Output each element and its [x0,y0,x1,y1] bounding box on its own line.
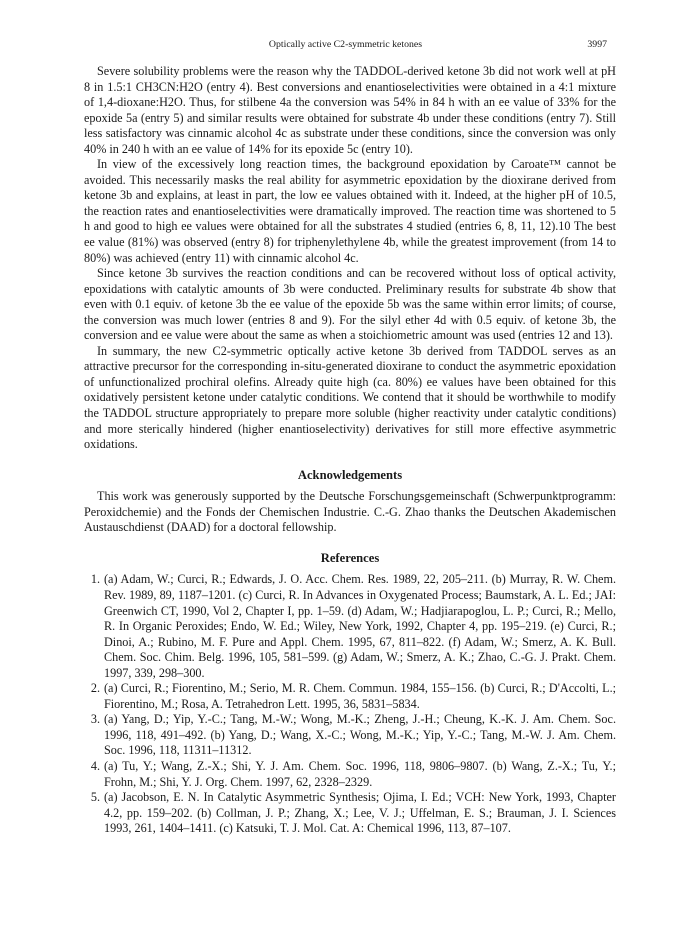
reference-item [84,681,616,712]
reference-item [84,759,616,790]
paragraph-solubility: Severe solubility problems were the reason why the TADDOL-derived ketone 3b did not work well at pH 8 in 1.5:1 CH3CN:H2O (entry 4). Best conversions and enantioselectivities were obtained in a 4:1 mixture of 1,4-dioxane:H2O. Thus, for stilbene 4a the conversion was 54% in 84 h with an ee value of 33% for the epoxide 5a (entry 5) and similar results were obtained for substrate 4b under these conditions (entry 7). Still less satisfactory was cinnamic alcohol 4c as substrate under these conditions, since the conversion was only 40% in 240 h with an ee value of 14% for its epoxide 5c (entry 10). [84,64,616,156]
acknowledgements-heading: Acknowledgements [297,467,403,482]
reference-number: 3. [90,712,100,727]
reference-text: (a) Tu, Y.; Wang, Z.-X.; Shi, Y. J. Am. Chem. Soc. 1996, 118, 9806–9807. (b) Wang, Z.-X.; Tu, Y.; Frohn, M.; Shi, Y. J. Org. Chem. 1997, 62, 2328–2329. [104,758,616,789]
reference-item [84,790,616,837]
reference-text: (a) Curci, R.; Fiorentino, M.; Serio, M. R. Chem. Commun. 1984, 155–156. (b) Curci, R.; D'Accolti, L.; Fiorentino, M.; Rosa, A. Tetrahedron Lett. 1995, 36, 5831–5834. [104,681,616,711]
running-title: Optically active C2-symmetric ketones [268,39,423,50]
reference-text: (a) Adam, W.; Curci, R.; Edwards, J. O. Acc. Chem. Res. 1989, 22, 205–211. (b) Murray, R. W. Chem. Rev. 1989, 89, 1187–1201. (c) Curci, R. In Advances in Oxygenated Process; Baumstark, A. L. Ed.; JAI: Greenwich CT, 1990, Vol 2, Chapter I, pp. 1–59. (d) Adam, W.; Hadjiarapoglou, L. P.; Curci, R.; Mello, R. In Organic Peroxides; Endo, W. Ed.; Wiley, New York, 1992, Chapter 4, pp. 195–219. (e) Curci, R.; Dinoi, A.; Rubino, M. F. Pure and Appl. Chem. 1995, 67, 811–822. (f) Adam, W.; Smerz, A. K. Bull. Chem. Soc. Chim. Belg. 1996, 105, 581–599. (g) Adam, W.; Smerz, A. K.; Zhao, C.-G. J. Prakt. Chem. 1997, 339, 298–300. [104,572,616,680]
reference-text: (a) Jacobson, E. N. In Catalytic Asymmetric Synthesis; Ojima, I. Ed.; VCH: New York, 1993, Chapter 4.2, pp. 159–202. (b) Collman, J. P.; Zhang, X.; Lee, V. J.; Uffelman, E. S.; Brauman, J. I. Sciences 1993, 261, 1404–1411. (c) Katsuki, T. J. Mol. Cat. A: Chemical 1996, 113, 87–107. [104,790,616,836]
reference-number: 1. [90,572,100,587]
running-header [84,39,607,53]
reference-list [84,572,616,836]
paragraph-summary: In summary, the new C2-symmetric optically active ketone 3b derived from TADDOL serves as an attractive precursor for the corresponding in-situ-generated dioxirane to conduct the asymmetric epoxidation of unfunctionalized prochiral olefins. Already quite high (ca. 80%) ee values have been obtained for this oxidatively persistent ketone under catalytic conditions. We contend that it should be worthwhile to modify the TADDOL structure appropriately to prepare more soluble (higher reactivity under catalytic conditions) and more sterically hindered (higher enantioselectivity) derivatives for still more effective asymmetric oxidations. [84,343,616,452]
article-body [84,64,616,837]
reference-item [84,712,616,759]
page-number: 3997 [587,39,607,50]
reference-item [84,572,616,681]
reference-number: 5. [90,790,100,805]
reference-number: 4. [90,758,100,773]
reference-number: 2. [90,681,100,696]
paragraph-reaction-times: In view of the excessively long reaction times, the background epoxidation by Caroate™ cannot be avoided. This necessarily masks the real ability for asymmetric epoxidation by the dioxirane derived from ketone 3b and explains, at least in part, the low ee values obtained with it. Indeed, at the higher pH of 10.5, the reaction rates and enantioselectivities were dramatically improved. The reaction time was shortened to 5 h and good to high ee values were obtained for all the substrates 4 studied (entries 6, 8, 11, 12).10 The best ee value (81%) was observed (entry 8) for triphenylethylene 4b, while the greatest improvement (from 14 to 80%) was achieved (entry 11) with cinnamic alcohol 4c. [84,157,616,265]
reference-text: (a) Yang, D.; Yip, Y.-C.; Tang, M.-W.; Wong, M.-K.; Zheng, J.-H.; Cheung, K.-K. J. Am. Chem. Soc. 1996, 118, 491–492. (b) Yang, D.; Wang, X.-C.; Wong, M.-K.; Yip, Y.-C.; Tang, M.-W. J. Am. Chem. Soc. 1996, 118, 11311–11312. [104,712,616,758]
paragraph-catalytic: Since ketone 3b survives the reaction conditions and can be recovered without loss of optical activity, epoxidations with catalytic amounts of 3b were conducted. Preliminary results for substrate 4b show that even with 0.1 equiv. of ketone 3b the ee value of the epoxide 5b was the same within error limits; of course, the conversion was much lower (entries 8 and 9). For the silyl ether 4d with 0.5 equiv. of ketone 3b, the conversion and ee value were about the same as when a stoichiometric amount was used (entries 12 and 13). [84,266,616,343]
acknowledgements-text: This work was generously supported by the Deutsche Forschungsgemeinschaft (Schwerpunktprogramm: Peroxidchemie) and the Fonds der Chemischen Industrie. C.-G. Zhao thanks the Deutschen Akademischen Austauschdienst (DAAD) for a doctoral fellowship. [84,489,616,535]
references-heading: References [320,550,380,565]
